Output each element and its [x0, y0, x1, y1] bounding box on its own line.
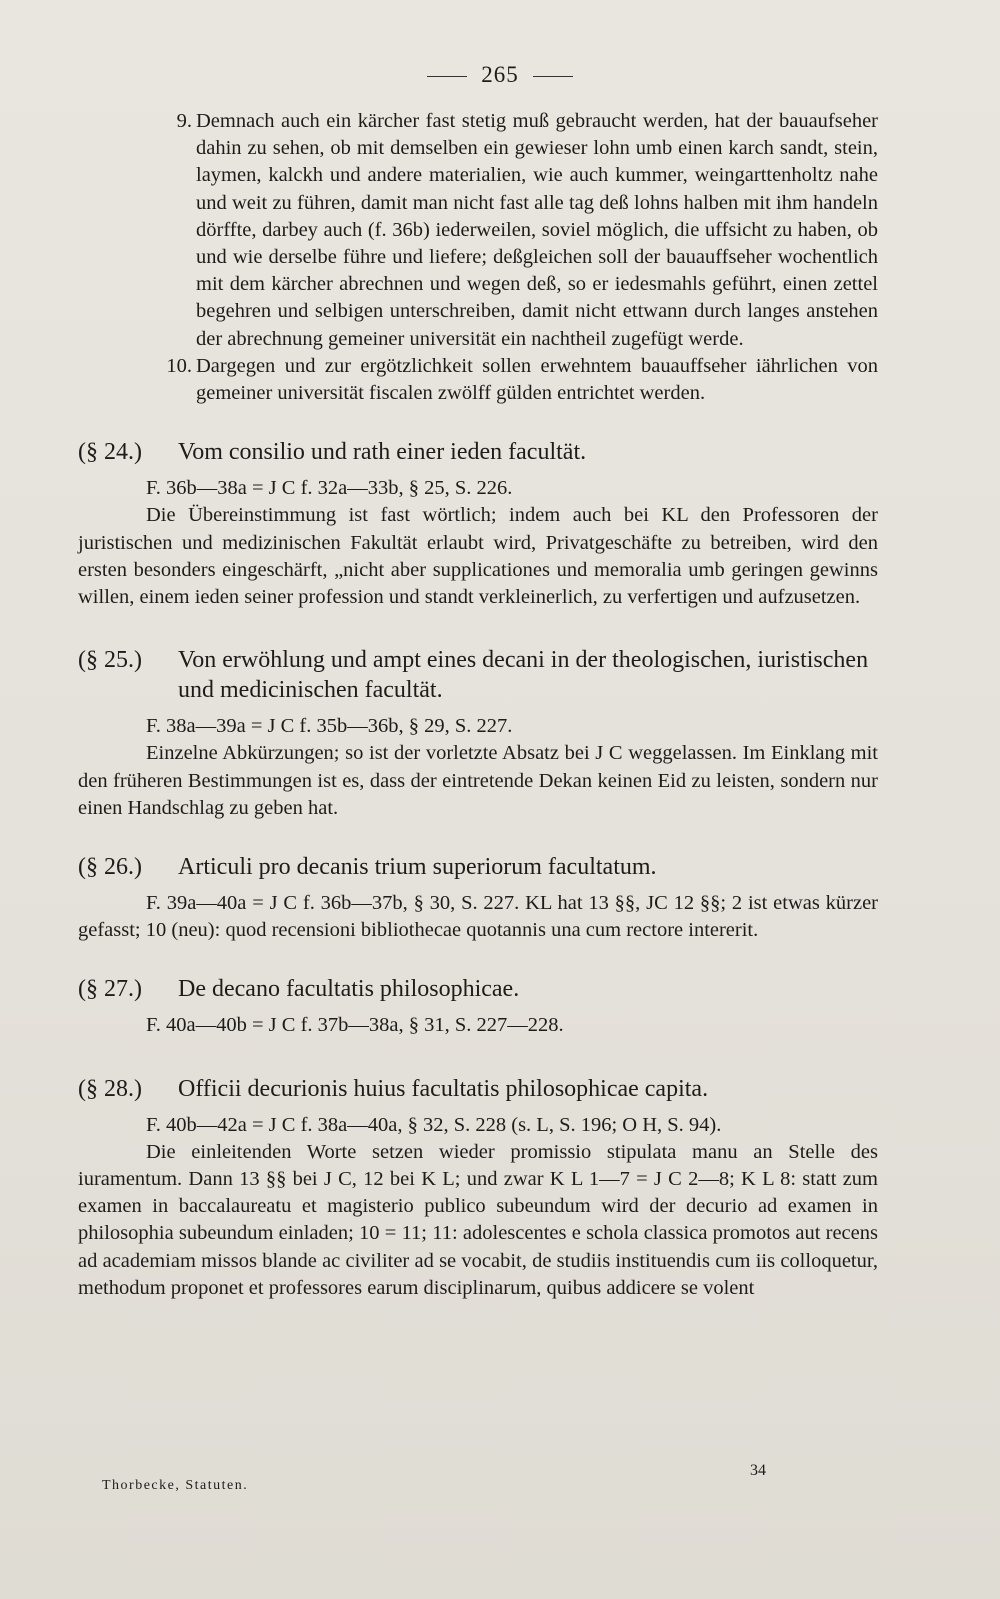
section-reference: F. 40b—42a = J C f. 38a—40a, § 32, S. 228 (s. L, S. 196; O H, S. 94).	[146, 1113, 722, 1136]
section-number: (§ 27.)	[78, 976, 142, 1003]
section-number: (§ 24.)	[78, 439, 142, 466]
section-heading	[78, 1074, 878, 1104]
section-heading	[78, 437, 878, 467]
section-title: Vom consilio und rath einer ieden facultät.	[178, 439, 587, 466]
section-title: Articuli pro decanis trium superiorum facultatum.	[178, 854, 657, 881]
page-header	[0, 62, 1000, 88]
section-heading	[78, 852, 878, 882]
footer-author: Thorbecke, Statuten.	[102, 1478, 249, 1493]
section-number: (§ 28.)	[78, 1075, 142, 1102]
section-27	[78, 974, 878, 1039]
section-reference: F. 36b—38a = J C f. 32a—33b, § 25, S. 226.	[146, 477, 513, 500]
page-number: 265	[481, 62, 519, 87]
section-24	[78, 437, 878, 611]
item-number: 10.	[166, 354, 192, 377]
page-content	[78, 108, 878, 1302]
section-reference: F. 40a—40b = J C f. 37b—38a, § 31, S. 227—228.	[146, 1014, 564, 1037]
section-number: (§ 25.)	[78, 647, 142, 674]
section-text: Die einleitenden Worte setzen wieder promissio stipulata manu an Stelle des iuramentum. Dann 13 §§ bei J C, 12 bei K L; und zwar K L 1—7 = J C 2—8; K L 8: statt zum examen in baccalaureatu et magisterio publico subeundum wird der decurio ad examen in philosophia subeundum einladen; 10 = 11; 11: adolescentes e schola classica promotos aut recens ad academiam missos blande ac civiliter ad se vocabit, de studiis instituendis cum iis colloquetur, methodum proponet et professores earum disciplinarum, quibus addicere se volent	[78, 1140, 878, 1299]
section-text: Die Übereinstimmung ist fast wörtlich; indem auch bei KL den Professoren der juristischen und medizinischen Fakultät erlaubt wird, Privatgeschäfte zu betreiben, wird den ersten besonders eingeschärft, „nicht aber supplicationes und memoralia umb geringen gewinns willen, einem ieden seiner profession und standt verkleinerlich, zu verfertigen und aufzusetzen.	[78, 504, 878, 609]
section-text: F. 39a—40a = J C f. 36b—37b, § 30, S. 227. KL hat 13 §§, JC 12 §§; 2 ist etwas kürzer gefasst; 10 (neu): quod recensioni bibliothecae quotannis una cum rectore intererit.	[78, 892, 878, 942]
section-26	[78, 852, 878, 944]
section-title: De decano facultatis philosophicae.	[178, 976, 520, 1003]
numbered-item	[78, 353, 878, 407]
header-rule-left	[427, 76, 467, 77]
header-rule-right	[533, 76, 573, 77]
section-text: Einzelne Abkürzungen; so ist der vorletzte Absatz bei J C weggelassen. Im Einklang mit den früheren Bestimmungen ist es, dass der eintretende Dekan keinen Eid zu leisten, sondern nur einen Handschlag zu geben hat.	[78, 742, 878, 819]
section-28	[78, 1074, 878, 1302]
numbered-item	[78, 108, 878, 353]
section-25	[78, 645, 878, 822]
section-title: Officii decurionis huius facultatis philosophicae capita.	[178, 1075, 709, 1102]
section-reference: F. 38a—39a = J C f. 35b—36b, § 29, S. 227.	[146, 715, 513, 738]
section-title: Von erwöhlung und ampt eines decani in der theologischen, iuristischen und medicinischen facultät.	[178, 647, 869, 704]
item-number: 9.	[176, 110, 192, 132]
section-heading	[78, 974, 878, 1004]
section-number: (§ 26.)	[78, 854, 142, 881]
item-text: Demnach auch ein kärcher fast stetig muß gebraucht werden, hat der bauaufseher dahin zu sehen, ob mit demselben ein gewieser lohn umb einen karch sandt, stein, laymen, kalckh und andere materialien, wie auch kummer, weingarttenholtz nahe und weit zu führen, damit man nicht fast alle tag deß lohns halben mit ihm handeln dörffte, darbey auch (f. 36b) iederweilen, soviel möglich, die uffsicht zu haben, ob und wie derselbe führe und liefere; deßgleichen soll der bauauffseher wochentlich mit dem kärcher abrechnen und wegen deß, so er iedesmahls geführt, einen zettel begehren und selbigen unterschreiben, damit nicht ettwann durch langes anstehen der abrechnung gemeiner universität ein nachtheil zugefügt werde.	[196, 110, 878, 350]
item-text: Dargegen und zur ergötzlichkeit sollen erwehntem bauauffseher iährlichen von gemeiner universität fiscalen zwölff gülden entrichtet werden.	[196, 354, 878, 405]
printer-signature: 34	[750, 1462, 766, 1479]
section-heading	[78, 645, 878, 705]
